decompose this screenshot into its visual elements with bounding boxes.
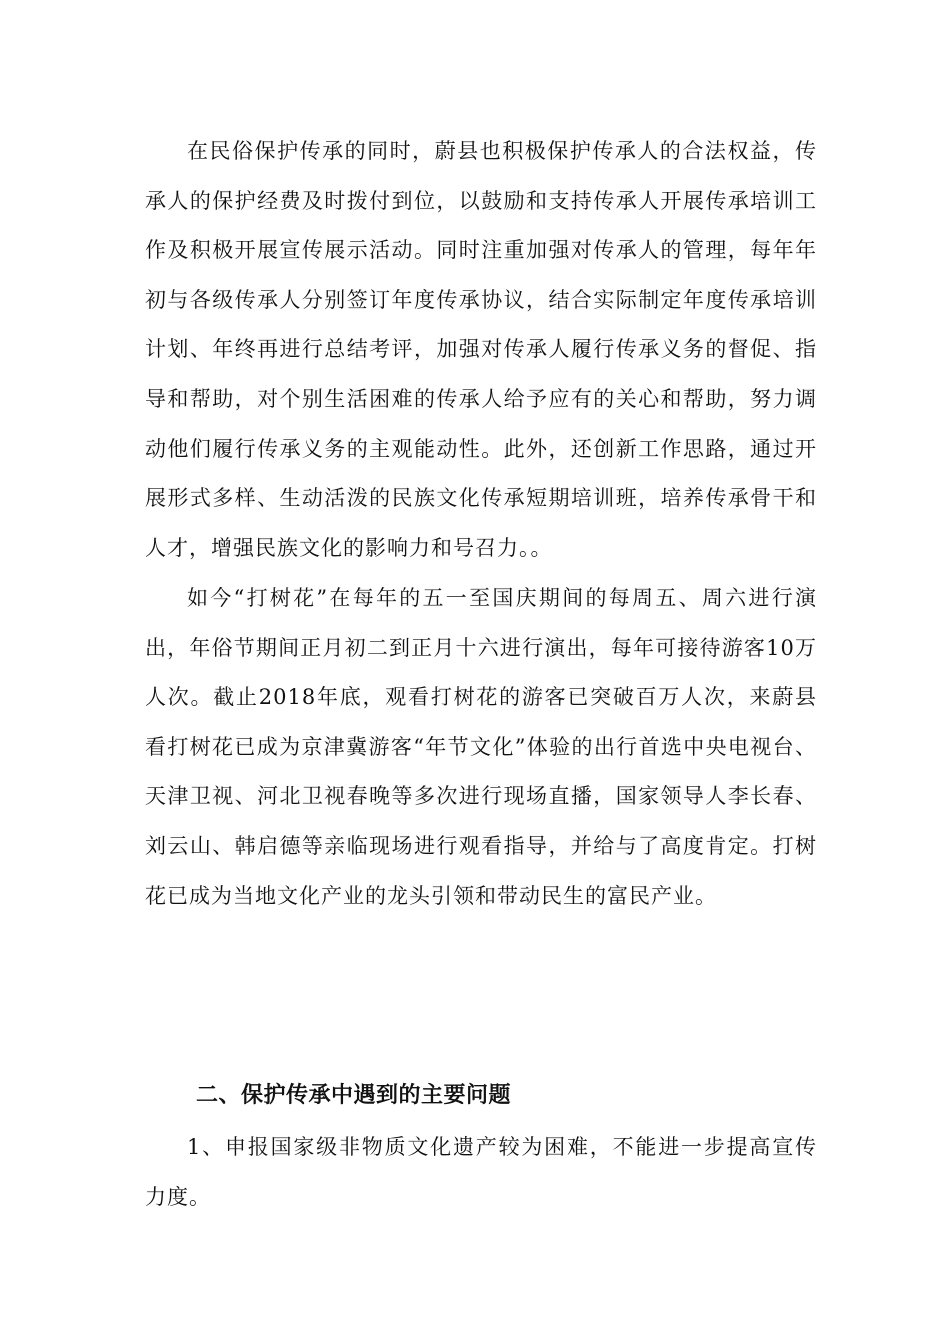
paragraph-heritage-protection: 在民俗保护传承的同时，蔚县也积极保护传承人的合法权益，传承人的保护经费及时拨付到位，以鼓励和支持传承人开展传承培训工作及积极开展宣传展示活动。同时注重加强对传承人的管理，每年年初与各级传承人分别签订年度传承协议，结合实际制定年度传承培训计划、年终再进行总结考评，加强对传承人履行传承义务的督促、指导和帮助，对个别生活困难的传承人给予应有的关心和帮助，努力调动他们履行传承义务的主观能动性。此外，还创新工作思路，通过开展形式多样、生动活泼的民族文化传承短期培训班，培养传承骨干和人才，增强民族文化的影响力和号召力。。	[145, 139, 817, 560]
section-heading: 二、保护传承中遇到的主要问题	[196, 1083, 512, 1108]
paragraph-tree-flower-performance: 如今“打树花”在每年的五一至国庆期间的每周五、周六进行演出，年俗节期间正月初二到正月十六进行演出，每年可接待游客10万人次。截止2018年底，观看打树花的游客已突破百万人次，来蔚县看打树花已成为京津冀游客“年节文化”体验的出行首选中央电视台、天津卫视、河北卫视春晚等多次进行现场直播，国家领导人李长春、刘云山、韩启德等亲临现场进行观看指导，并给与了高度肯定。打树花已成为当地文化产业的龙头引领和带动民生的富民产业。	[145, 586, 817, 908]
paragraph-problem-1: 1、申报国家级非物质文化遗产较为困难，不能进一步提高宣传力度。	[145, 1135, 817, 1209]
